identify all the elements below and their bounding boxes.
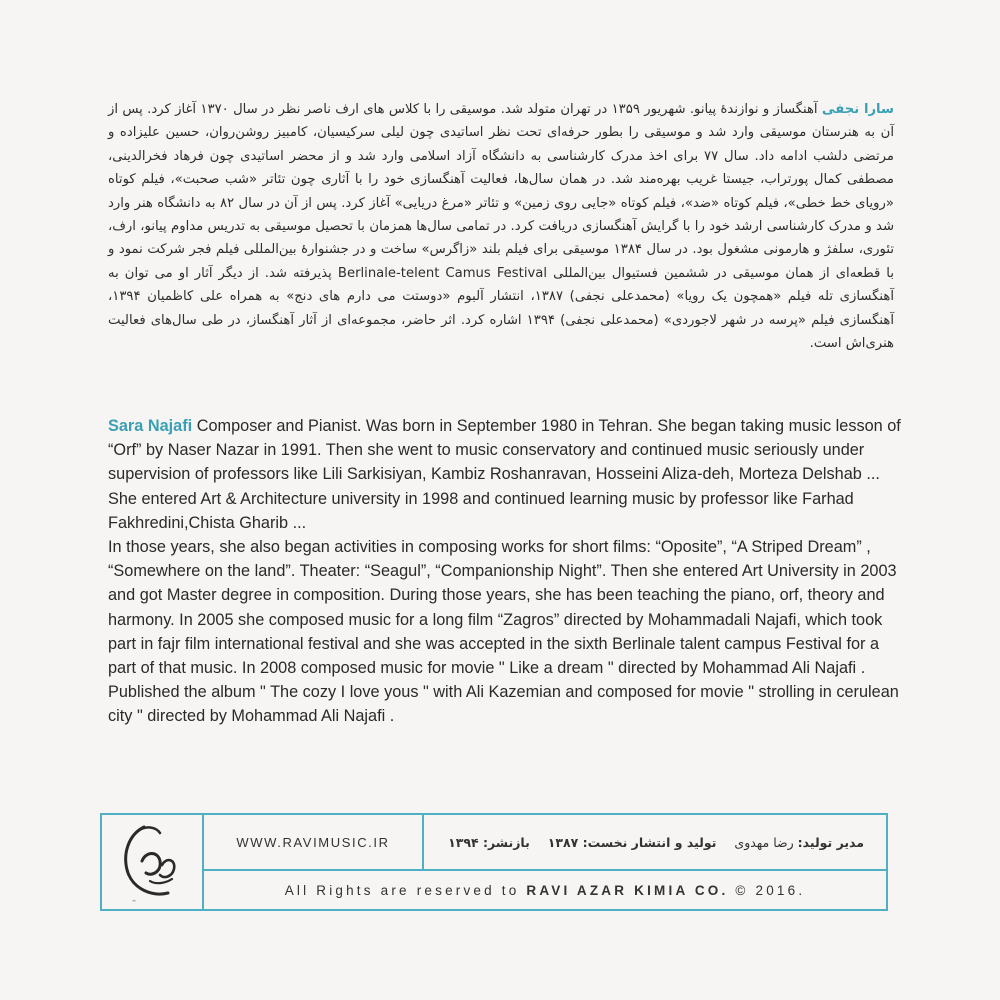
english-paragraph-1-text: Composer and Pianist. Was born in September 1980 in Tehran. She began taking music lesson of “Orf” by Naser Nazar in 1991. Then she went to music conservatory and continued music seriously under supervision of professors like Lili Sarkisiyan, Kambiz Roshanravan, Hosseini Aliza-deh, Morteza Delshab ... — [108, 417, 901, 484]
rights-company: RAVI AZAR KIMIA CO. — [526, 882, 729, 898]
producer-label: مدیر تولید: — [797, 834, 864, 850]
production-credits — [424, 815, 886, 869]
persian-biography — [108, 98, 894, 355]
ravi-logo — [102, 815, 202, 909]
english-biography — [108, 414, 908, 729]
svg-text:راوی: راوی — [132, 900, 137, 902]
english-paragraph-2: She entered Art & Architecture university in 1998 and continued learning music by professor like Farhad Fakhredini,Chista Gharib ... — [108, 489, 854, 532]
persian-biography-text: آهنگساز و نوازندهٔ پیانو. شهریور ۱۳۵۹ در تهران متولد شد. موسیقی را با کلاس های ارف ناصر نظر در سال ۱۳۷۰ آغاز کرد. پس از آن به هنرستان موسیقی وارد شد و موسیقی را بطور حرفه‌ای تحت نظر اساتیدی چون لیلی سرکیسیان، کامبیز روشن‌روان، حسین علیزاده و مرتضی دلشب ادامه داد. سال ۷۷ برای اخذ مدرک کارشناسی به دانشگاه آزاد اسلامی وارد شد و از محضر اساتیدی چون فرهاد فخرالدینی، مصطفی کمال پورتراب، جیستا غریب بهره‌مند شد. در همان سال‌ها، فعالیت آهنگسازی خود را با آثاری چون تئاتر «شب صحبت»، فیلم کوتاه «رویای خط خطی»، فیلم کوتاه «ضد»، فیلم کوتاه «جایی روی زمین» و تئاتر «مرغ دریایی» آغاز کرد. پس از آن در سال ۸۲ به دانشگاه هنر وارد شد و مدرک کارشناسی ارشد خود را با گرایش آهنگسازی دریافت کرد. در تمامی سال‌ها همزمان با تحصیل موسیقی به تدریس مداوم پیانو، ارف، تئوری، سلفژ و هارمونی مشغول بود. در سال ۱۳۸۴ موسیقی برای فیلم بلند «زاگرس» ساخت و در جشنوارهٔ بین‌المللی فیلم فجر شرکت نمود و با قطعه‌ای از همان موسیقی در ششمین فستیوال بین‌المللی Berlinale-telent Camus Festival پذیرفته شد. از دیگر آثار او می توان به آهنگسازی تله فیلم «همچون یک رویا» (محمدعلی نجفی) ۱۳۸۷، انتشار آلبوم «دوستت می دارم های دنج» به همراه علی کاظمیان ۱۳۹۴، آهنگسازی فیلم «پرسه در شهر لاجوردی» (محمدعلی نجفی) ۱۳۹۴ اشاره کرد. اثر حاضر، مجموعه‌ای از آثار آهنگساز، در طی سال‌های فعالیت هنری‌اش است. — [108, 102, 894, 352]
persian-artist-name: سارا نجفی — [821, 102, 894, 117]
producer-name: رضا مهدوی — [734, 834, 794, 850]
ravi-logo-mark — [116, 821, 188, 903]
rights-prefix: All Rights are reserved to — [284, 882, 520, 898]
republish-credit: بازنشر: ۱۳۹۴ — [448, 834, 530, 850]
website-link[interactable]: WWW.RAVIMUSIC.IR — [204, 815, 424, 869]
first-release-credit: تولید و انتشار نخست: ۱۳۸۷ — [547, 834, 717, 850]
copyright-notice — [204, 871, 886, 909]
credits-box — [100, 813, 888, 911]
credits-row — [204, 815, 886, 871]
producer-credit — [734, 835, 864, 850]
english-artist-name: Sara Najafi — [108, 417, 193, 435]
rights-suffix: © 2016. — [735, 882, 806, 898]
english-paragraph-3: In those years, she also began activities in composing works for short films: “Oposite”, “A Striped Dream” , “Somewhere on the land”. Theater: “Seagul”, “Companionship Night”. Then she entered Art University in 2003 and got Master degree in composition. During those years, she has been teaching the piano, orf, theory and harmony. In 2005 she composed music for a long film “Zagros” directed by Mohammadali Najafi, which took part in fajr film international festival and she was accepted in the sixth Berlinale talent campus Festival for a part of that music. In 2008 composed music for movie " Like a dream " directed by Mohammad Ali Najafi . Published the album " The cozy I love yous " with Ali Kazemian and composed for movie " strolling in cerulean city " directed by Mohammad Ali Najafi . — [108, 538, 899, 726]
english-paragraph-1 — [108, 414, 908, 487]
